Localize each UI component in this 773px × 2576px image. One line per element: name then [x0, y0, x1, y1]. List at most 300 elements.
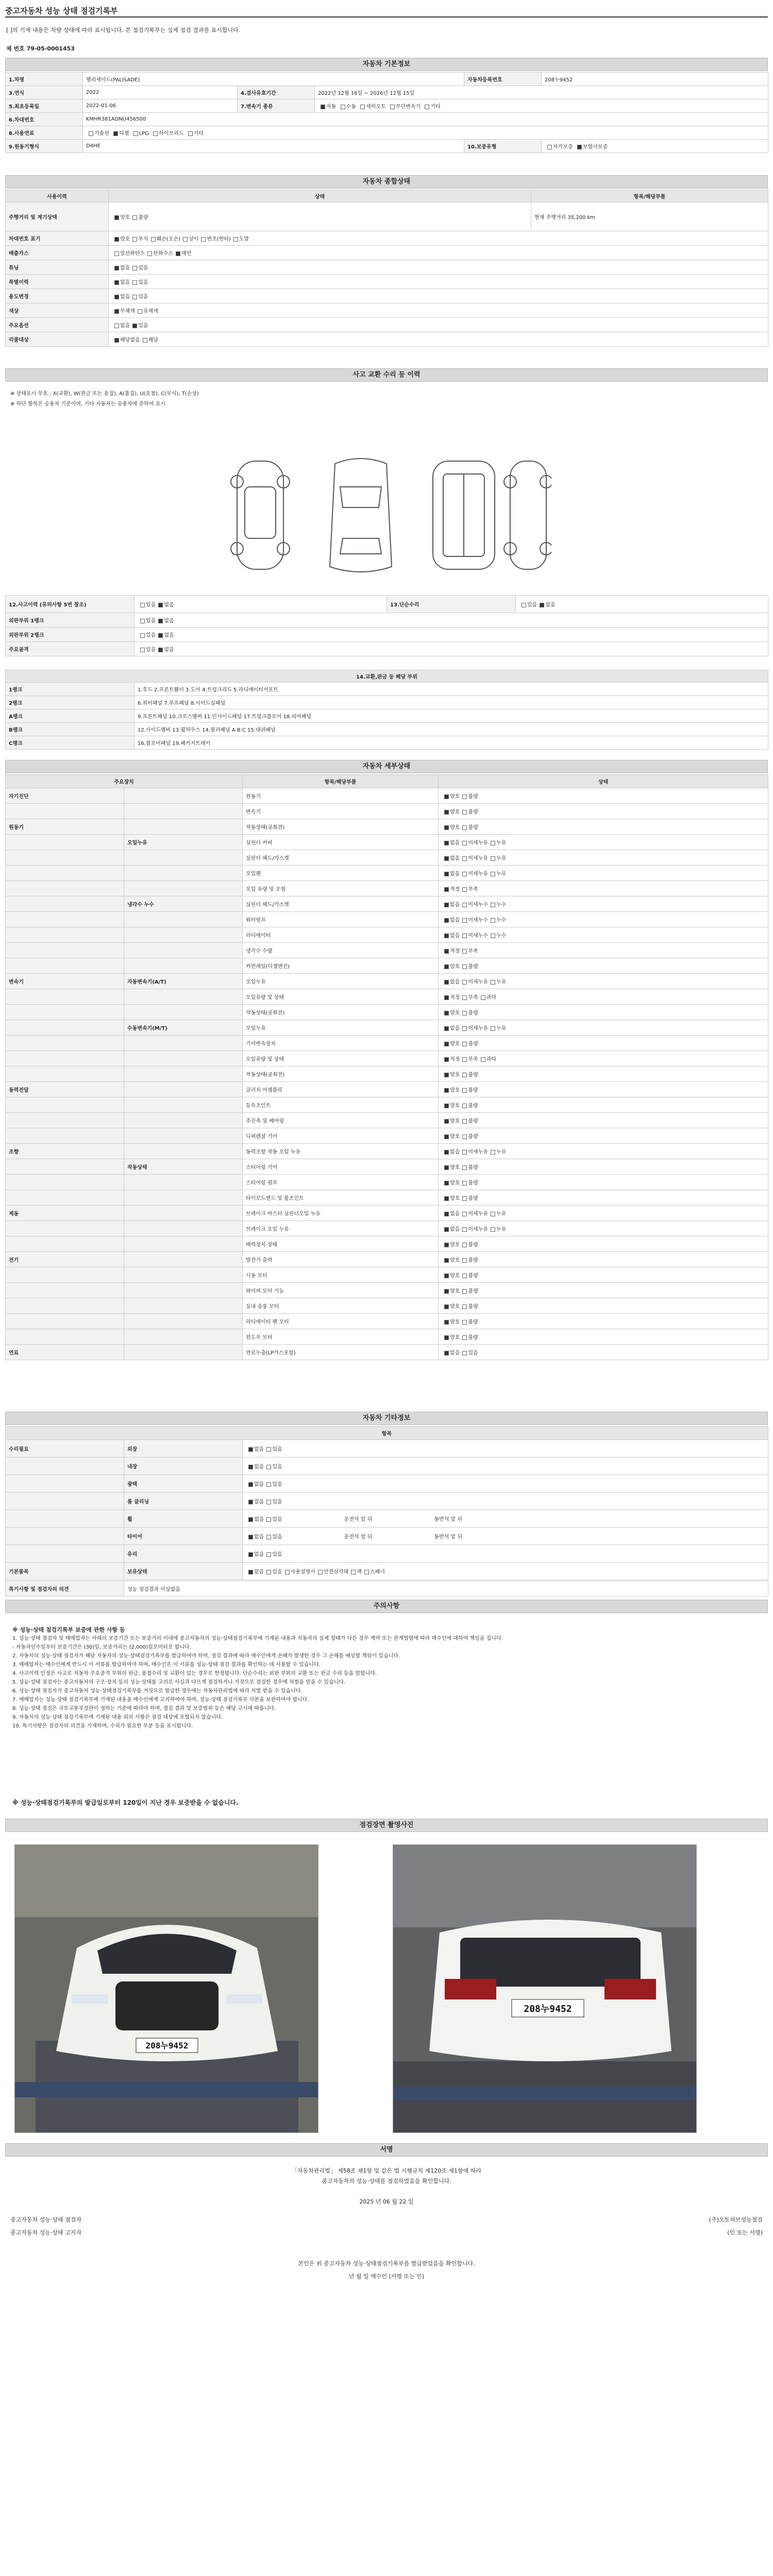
checkbox[interactable] — [444, 1165, 449, 1170]
checkbox[interactable] — [176, 251, 180, 256]
detail-options: 양호 불량 — [439, 1128, 768, 1144]
checkbox[interactable] — [444, 1042, 449, 1046]
detail-subgroup — [124, 1113, 243, 1128]
checkbox[interactable] — [266, 1552, 271, 1557]
checkbox[interactable] — [444, 1304, 449, 1309]
car-name-value: 팰리세이드(PALISADE) — [83, 73, 464, 86]
car-diagram — [222, 451, 551, 580]
detail-options: 양호 불량 — [439, 1036, 768, 1051]
detail-group — [6, 1283, 124, 1298]
detail-item: 발전기 출력 — [243, 1252, 439, 1267]
detail-item: 작동상태(공회전) — [243, 1066, 439, 1082]
checkbox[interactable] — [89, 131, 93, 136]
checkbox[interactable] — [266, 1535, 271, 1539]
detail-subgroup — [124, 1252, 243, 1267]
checkbox[interactable] — [266, 1517, 271, 1522]
checkbox[interactable] — [140, 633, 145, 638]
other-row — [6, 1528, 768, 1545]
detail-options: 양호 불량 — [439, 1159, 768, 1175]
checkbox[interactable] — [491, 1026, 495, 1031]
checkbox[interactable] — [444, 887, 449, 892]
checkbox[interactable] — [462, 1320, 467, 1325]
checkbox[interactable] — [462, 1335, 467, 1340]
checkbox[interactable] — [462, 1150, 467, 1155]
parts-items: 1.후드 2.프론트휀더 3.도어 4.트렁크리드 5.라디에이터서포트 — [135, 683, 768, 696]
checkbox[interactable] — [444, 1026, 449, 1031]
checkbox[interactable] — [444, 825, 449, 830]
checkbox[interactable] — [462, 1026, 467, 1031]
checkbox[interactable] — [444, 1073, 449, 1077]
trans-label: 7.변속기 종류 — [238, 99, 315, 113]
other-row — [6, 1545, 768, 1563]
detail-row — [6, 819, 768, 835]
checkbox[interactable] — [158, 648, 163, 652]
checkbox[interactable] — [138, 309, 142, 314]
other-row — [6, 1510, 768, 1528]
checkbox[interactable] — [113, 131, 118, 136]
detail-row — [6, 1082, 768, 1097]
checkbox[interactable] — [444, 1088, 449, 1093]
detail-options: 양호 불량 — [439, 1175, 768, 1190]
detail-item: 추진축 및 베어링 — [243, 1113, 439, 1128]
detail-item: 작동상태(공회전) — [243, 1005, 439, 1020]
detail-subgroup — [124, 1314, 243, 1329]
checkbox[interactable] — [321, 105, 325, 109]
checkbox[interactable] — [462, 1196, 467, 1201]
checkbox[interactable] — [481, 1057, 485, 1062]
checkbox[interactable] — [444, 1258, 449, 1263]
sign-buyer: 본인은 위 중고자동차 성능·상태점검기록부를 발급받았음을 확인합니다. — [298, 2260, 475, 2267]
other-table — [5, 1426, 768, 1580]
detail-options: 없음 미세누수 누수 — [439, 927, 768, 943]
caution-line: - 자동차인수일부터 보증기간은 (30)일, 보증거리는 (2,000)킬로미터로 합니다. — [12, 1645, 191, 1650]
checkbox[interactable] — [114, 324, 119, 328]
detail-item: 실린더 헤드/가스켓 — [243, 896, 439, 912]
overall-label: 주요옵션 — [6, 318, 109, 332]
checkbox[interactable] — [481, 995, 485, 1000]
checkbox[interactable] — [114, 251, 119, 256]
checkbox[interactable] — [462, 1274, 467, 1278]
detail-row — [6, 881, 768, 896]
checkbox[interactable] — [444, 872, 449, 876]
checkbox[interactable] — [462, 1212, 467, 1216]
checkbox[interactable] — [151, 237, 156, 242]
other-options: 없음 있음 사용설명서 안전삼각대 잭 스패너 — [243, 1563, 768, 1580]
checkbox[interactable] — [444, 1243, 449, 1247]
checkbox[interactable] — [444, 1150, 449, 1155]
car-no-label: 자동차등록번호 — [464, 73, 542, 86]
other-group — [6, 1528, 124, 1545]
detail-item: 실내 송풍 모터 — [243, 1298, 439, 1314]
checkbox[interactable] — [462, 794, 467, 799]
checkbox[interactable] — [444, 949, 449, 954]
other-item: 유리 — [124, 1545, 243, 1563]
checkbox[interactable] — [114, 215, 119, 220]
parts-rank: B랭크 — [6, 723, 135, 736]
checkbox[interactable] — [158, 603, 163, 607]
checkbox[interactable] — [132, 266, 137, 270]
detail-subgroup — [124, 1051, 243, 1066]
detail-options: 양호 불량 — [439, 1283, 768, 1298]
checkbox[interactable] — [248, 1552, 253, 1557]
checkbox[interactable] — [153, 131, 158, 136]
checkbox[interactable] — [444, 1289, 449, 1294]
checkbox[interactable] — [248, 1447, 253, 1452]
warranty-label: 10.보증유형 — [464, 140, 542, 153]
checkbox[interactable] — [444, 1104, 449, 1108]
front-photo — [14, 1844, 318, 2133]
checkbox[interactable] — [444, 856, 449, 861]
checkbox[interactable] — [577, 145, 582, 149]
checkbox[interactable] — [462, 949, 467, 954]
detail-subgroup — [124, 819, 243, 835]
overall-label: 특별이력 — [6, 275, 109, 289]
checkbox[interactable] — [285, 1570, 290, 1574]
overall-options: 없음 있음 — [109, 260, 768, 275]
checkbox[interactable] — [462, 1165, 467, 1170]
other-options: 없음 있음 운전석 앞 뒤 동반석 앞 뒤 — [243, 1510, 768, 1528]
detail-row — [6, 1036, 768, 1051]
checkbox[interactable] — [462, 1134, 467, 1139]
checkbox[interactable] — [248, 1500, 253, 1504]
detail-group — [6, 1159, 124, 1175]
checkbox[interactable] — [444, 918, 449, 923]
checkbox[interactable] — [491, 934, 495, 938]
checkbox[interactable] — [266, 1570, 271, 1574]
detail-row — [6, 1298, 768, 1314]
checkbox[interactable] — [147, 251, 152, 256]
checkbox[interactable] — [140, 619, 145, 623]
detail-group — [6, 1236, 124, 1252]
checkbox[interactable] — [114, 266, 119, 270]
detail-group — [6, 912, 124, 927]
caution-title: ※ 성능·상태 점검기록부 보증에 관한 사항 등 — [12, 1626, 125, 1633]
detail-group — [6, 989, 124, 1005]
checkbox[interactable] — [462, 1042, 467, 1046]
checkbox[interactable] — [444, 1212, 449, 1216]
other-group — [6, 1493, 124, 1510]
detail-item: 라디에이터 팬 모터 — [243, 1314, 439, 1329]
accident-table — [5, 595, 768, 656]
detail-row — [6, 804, 768, 819]
checkbox[interactable] — [462, 918, 467, 923]
other-item: 내장 — [124, 1458, 243, 1475]
car-outline-right — [504, 461, 551, 569]
checkbox[interactable] — [188, 131, 193, 136]
checkbox[interactable] — [547, 145, 552, 149]
detail-group: 원동기 — [6, 819, 124, 835]
detail-subgroup — [124, 989, 243, 1005]
checkbox[interactable] — [248, 1570, 253, 1574]
checkbox[interactable] — [248, 1465, 253, 1469]
checkbox[interactable] — [318, 1570, 323, 1574]
detail-row — [6, 1252, 768, 1267]
detail-subgroup: 오일누유 — [124, 835, 243, 850]
checkbox[interactable] — [491, 918, 495, 923]
detail-item: 클러치 어셈블리 — [243, 1082, 439, 1097]
overall-label: 배출가스 — [6, 246, 109, 260]
checkbox[interactable] — [462, 1104, 467, 1108]
checkbox[interactable] — [444, 964, 449, 969]
overall-header: 항목/해당부품 — [531, 190, 768, 202]
checkbox[interactable] — [462, 1304, 467, 1309]
detail-item: 와이퍼 모터 기능 — [243, 1283, 439, 1298]
detail-row — [6, 1097, 768, 1113]
accident-label: 주요골격 — [6, 642, 135, 656]
vin-label: 6.차대번호 — [6, 113, 83, 126]
other-row — [6, 1563, 768, 1580]
detail-subgroup: 수동변속기(M/T) — [124, 1020, 243, 1036]
checkbox[interactable] — [462, 995, 467, 1000]
detail-row — [6, 1267, 768, 1283]
checkbox[interactable] — [444, 1181, 449, 1185]
checkbox[interactable] — [462, 856, 467, 861]
detail-row — [6, 1190, 768, 1206]
detail-row — [6, 912, 768, 927]
checkbox[interactable] — [491, 872, 495, 876]
detail-subgroup — [124, 1144, 243, 1159]
sign-buyer2: 년 월 일 매수인 (서명 또는 인) — [348, 2273, 425, 2280]
checkbox[interactable] — [491, 856, 495, 861]
checkbox[interactable] — [462, 1011, 467, 1015]
checkbox[interactable] — [462, 841, 467, 845]
checkbox[interactable] — [183, 237, 188, 242]
checkbox[interactable] — [444, 934, 449, 938]
detail-item: 스티어링 기어 — [243, 1159, 439, 1175]
checkbox[interactable] — [462, 934, 467, 938]
checkbox[interactable] — [132, 215, 137, 220]
checkbox[interactable] — [266, 1447, 271, 1452]
checkbox[interactable] — [158, 619, 163, 623]
section-photo: 점검장면 촬영사진 — [5, 1819, 768, 1832]
detail-group — [6, 1175, 124, 1190]
checkbox[interactable] — [444, 1335, 449, 1340]
detail-subgroup — [124, 927, 243, 943]
checkbox[interactable] — [444, 903, 449, 907]
detail-subgroup — [124, 804, 243, 819]
detail-item: 워터펌프 — [243, 912, 439, 927]
parts-rank: C랭크 — [6, 736, 135, 750]
checkbox[interactable] — [425, 105, 429, 109]
detail-group: 연료 — [6, 1345, 124, 1360]
document-number: 제 번호 79-05-0001453 — [6, 45, 75, 52]
checkbox[interactable] — [462, 1243, 467, 1247]
checkbox[interactable] — [444, 1227, 449, 1232]
accident-options: 있음 없음 — [135, 596, 387, 613]
detail-subgroup — [124, 881, 243, 896]
checkbox[interactable] — [133, 131, 138, 136]
detail-subgroup — [124, 1082, 243, 1097]
checkbox[interactable] — [444, 1351, 449, 1355]
caution-line: 7. 매매업자는 성능·상태 점검기록부에 기재된 내용을 매수인에게 고지하여야 하며, 성능·상태 점검기록부 사본을 보관하여야 합니다. — [12, 1697, 309, 1703]
other-row — [6, 1458, 768, 1475]
first-reg-label: 5.최초등록일 — [6, 99, 83, 113]
overall-options: 해당없음 해당 — [109, 332, 768, 347]
detail-row — [6, 927, 768, 943]
detail-subgroup — [124, 1267, 243, 1283]
checkbox[interactable] — [491, 1150, 495, 1155]
checkbox[interactable] — [444, 1196, 449, 1201]
checkbox[interactable] — [248, 1482, 253, 1487]
detail-options: 없음 미세누유 누유 — [439, 1144, 768, 1159]
checkbox[interactable] — [444, 1057, 449, 1062]
detail-row — [6, 974, 768, 989]
checkbox[interactable] — [132, 295, 137, 299]
detail-item: 오일유량 및 상태 — [243, 1051, 439, 1066]
checkbox[interactable] — [351, 1570, 356, 1574]
checkbox[interactable] — [462, 1351, 467, 1355]
checkbox[interactable] — [462, 810, 467, 815]
car-no-value: 208누9452 — [542, 73, 768, 86]
detail-header: 항목/해당부품 — [243, 775, 439, 788]
damage-legend: ※ 상태표시 부호 : X(교환), W(판금 또는 용접), A(흠집), U(요철), C(부식), T(손상) — [10, 391, 199, 397]
checkbox[interactable] — [444, 995, 449, 1000]
detail-subgroup — [124, 958, 243, 974]
checkbox[interactable] — [158, 633, 163, 638]
checkbox[interactable] — [522, 603, 526, 607]
detail-options: 양호 불량 — [439, 1005, 768, 1020]
checkbox[interactable] — [491, 980, 495, 985]
overall-options: 양호 부식 훼손(오손) 상이 변조(변타) 도말 — [109, 231, 768, 246]
detail-group — [6, 804, 124, 819]
valid-label: 4.검사유효기간 — [238, 86, 315, 99]
detail-row — [6, 788, 768, 804]
detail-item: 실린더 커버 — [243, 835, 439, 850]
detail-subgroup — [124, 850, 243, 866]
checkbox[interactable] — [444, 1119, 449, 1124]
detail-options: 없음 미세누유 누유 — [439, 1206, 768, 1221]
checkbox[interactable] — [444, 841, 449, 845]
checkbox[interactable] — [143, 338, 147, 343]
checkbox[interactable] — [462, 1057, 467, 1062]
other-row — [6, 1440, 768, 1458]
checkbox[interactable] — [462, 980, 467, 985]
detail-row — [6, 866, 768, 881]
checkbox[interactable] — [140, 648, 145, 652]
sign-law: 「자동차관리법」 제58조 제1항 및 같은 법 시행규칙 제120조 제1항에 따라 — [291, 2167, 482, 2174]
overall-label: 용도변경 — [6, 289, 109, 303]
checkbox[interactable] — [341, 105, 345, 109]
detail-item: 브레이크 오일 누유 — [243, 1221, 439, 1236]
checkbox[interactable] — [462, 903, 467, 907]
car-outline-top — [330, 459, 392, 572]
warranty-options: 자가보증 보험사보증 — [542, 140, 768, 153]
checkbox[interactable] — [491, 903, 495, 907]
checkbox[interactable] — [444, 1274, 449, 1278]
mileage-cell: 현재 주행거리 35,200 km — [531, 202, 768, 231]
checkbox[interactable] — [540, 603, 544, 607]
detail-group — [6, 850, 124, 866]
parts-table — [5, 670, 768, 750]
detail-group: 제동 — [6, 1206, 124, 1221]
detail-subgroup — [124, 912, 243, 927]
detail-group — [6, 927, 124, 943]
detail-group — [6, 835, 124, 850]
parts-rank: A랭크 — [6, 709, 135, 723]
detail-row — [6, 1128, 768, 1144]
checkbox[interactable] — [114, 280, 119, 285]
checkbox[interactable] — [114, 309, 119, 314]
checkbox[interactable] — [266, 1465, 271, 1469]
detail-row — [6, 958, 768, 974]
detail-options: 양호 불량 — [439, 1190, 768, 1206]
overall-options: 일산화탄소 탄화수소 매연 — [109, 246, 768, 260]
overall-options: 없음 있음 — [109, 275, 768, 289]
detail-options: 없음 미세누유 누유 — [439, 850, 768, 866]
accident-options: 있음 없음 — [516, 596, 768, 613]
detail-group — [6, 958, 124, 974]
checkbox[interactable] — [266, 1500, 271, 1504]
detail-row — [6, 1144, 768, 1159]
accident-label: 외판부위 1랭크 — [6, 613, 135, 628]
detail-item: 냉각수 수량 — [243, 943, 439, 958]
caution-line: 9. 자동차의 성능·상태 점검기록부에 기재된 내용 외의 사항은 점검 대상에 포함되지 않습니다. — [12, 1715, 223, 1720]
sign-inspector-row: 중고자동차 성능·상태 점검자 (주)오토허브성능점검 — [10, 2216, 763, 2223]
checkbox[interactable] — [462, 1181, 467, 1185]
checkbox[interactable] — [248, 1535, 253, 1539]
checkbox[interactable] — [233, 237, 238, 242]
checkbox[interactable] — [132, 280, 137, 285]
detail-item: 실린더 헤드/가스켓 — [243, 850, 439, 866]
section-other: 자동차 기타정보 — [5, 1412, 768, 1425]
checkbox[interactable] — [360, 105, 365, 109]
detail-item: 작동상태(공회전) — [243, 819, 439, 835]
checkbox[interactable] — [462, 887, 467, 892]
special-value: 성능 점검결과 이상없음 — [124, 1581, 768, 1597]
checkbox[interactable] — [462, 1289, 467, 1294]
valid-value: 2022년 12월 16일 ~ 2026년 12월 15일 — [315, 86, 768, 99]
detail-group — [6, 866, 124, 881]
checkbox[interactable] — [266, 1482, 271, 1487]
engine-value: D4HE — [83, 140, 464, 153]
checkbox[interactable] — [114, 237, 119, 242]
checkbox[interactable] — [140, 603, 145, 607]
checkbox[interactable] — [462, 872, 467, 876]
checkbox[interactable] — [248, 1517, 253, 1522]
checkbox[interactable] — [444, 810, 449, 815]
checkbox[interactable] — [444, 1134, 449, 1139]
checkbox[interactable] — [491, 1212, 495, 1216]
checkbox[interactable] — [462, 964, 467, 969]
detail-subgroup: 자동변속기(A/T) — [124, 974, 243, 989]
detail-row — [6, 896, 768, 912]
checkbox[interactable] — [491, 841, 495, 845]
parts-items: 6.쿼터패널 7.루프패널 8.사이드실패널 — [135, 696, 768, 709]
checkbox[interactable] — [444, 1011, 449, 1015]
checkbox[interactable] — [444, 980, 449, 985]
checkbox[interactable] — [462, 1227, 467, 1232]
checkbox[interactable] — [114, 338, 119, 343]
checkbox[interactable] — [462, 1119, 467, 1124]
checkbox[interactable] — [132, 324, 137, 328]
checkbox[interactable] — [390, 105, 395, 109]
checkbox[interactable] — [364, 1570, 369, 1574]
checkbox[interactable] — [201, 237, 206, 242]
detail-item: 스티어링 펌프 — [243, 1175, 439, 1190]
checkbox[interactable] — [132, 237, 137, 242]
checkbox[interactable] — [444, 794, 449, 799]
detail-item: 등속조인트 — [243, 1097, 439, 1113]
checkbox[interactable] — [462, 1258, 467, 1263]
checkbox[interactable] — [462, 825, 467, 830]
checkbox[interactable] — [462, 1073, 467, 1077]
checkbox[interactable] — [444, 1320, 449, 1325]
detail-row — [6, 850, 768, 866]
checkbox[interactable] — [491, 1227, 495, 1232]
checkbox[interactable] — [114, 295, 119, 299]
detail-group — [6, 1036, 124, 1051]
checkbox[interactable] — [462, 1088, 467, 1093]
